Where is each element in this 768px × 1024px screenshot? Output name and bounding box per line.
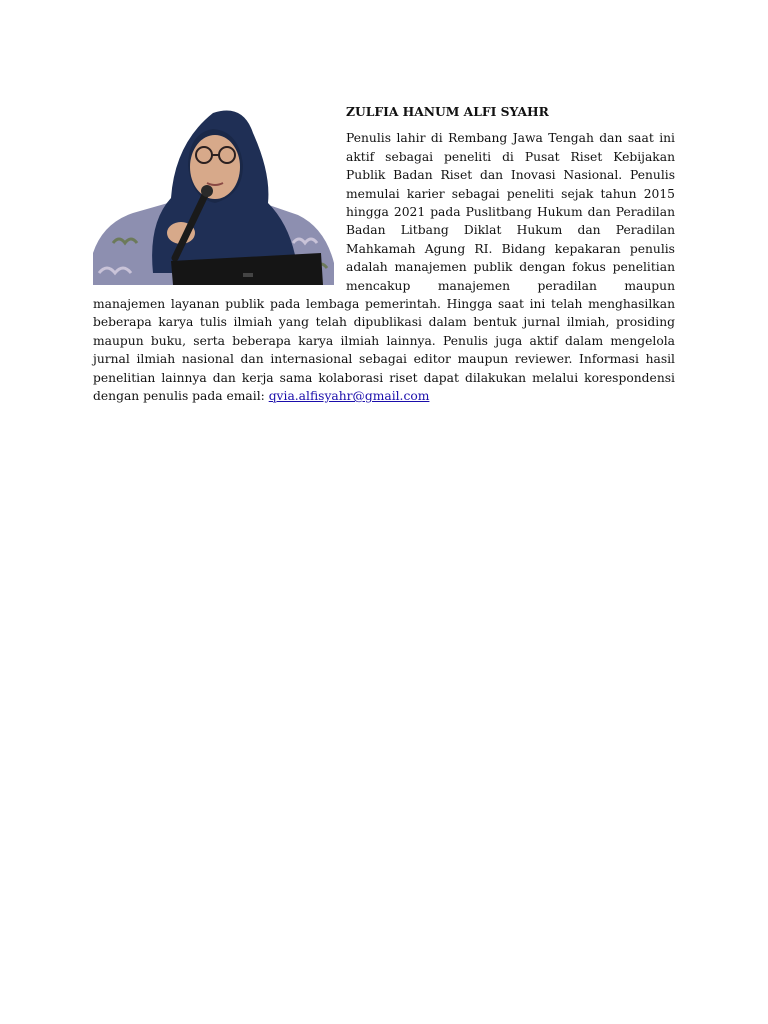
- author-email-link[interactable]: qvia.alfisyahr@gmail.com: [268, 389, 430, 404]
- author-name: ZULFIA HANUM ALFI SYAHR: [346, 104, 549, 119]
- author-portrait-image: [93, 103, 334, 285]
- author-photo: [93, 103, 334, 285]
- author-profile: [93, 103, 675, 406]
- author-bio-text: Penulis lahir di Rembang Jawa Tengah dan saat ini aktif sebagai peneliti di Pusat Riset Kebijakan Publik Badan Riset dan Inovasi Nasional. Penulis memulai karier sebagai peneliti sejak tahun 2015 hingga 2021 pada Puslitbang Hukum dan Peradilan Badan Litbang Diklat Hukum dan Peradilan Mahkamah Agung RI. Bidang kepakaran penulis adalah manajemen publik dengan fokus penelitian mencakup manajemen peradilan maupun manajemen layanan publik pada lembaga pemerintah. Hingga saat ini telah menghasilkan beberapa karya tulis ilmiah yang telah dipublikasi dalam bentuk jurnal ilmiah, prosiding maupun buku, serta beberapa karya ilmiah lainnya. Penulis juga aktif dalam mengelola jurnal ilmiah nasional dan internasional sebagai editor maupun reviewer. Informasi hasil penelitian lainnya dan kerja sama kolaborasi riset dapat dilakukan melalui korespondensi dengan penulis pada email:: [93, 131, 675, 404]
